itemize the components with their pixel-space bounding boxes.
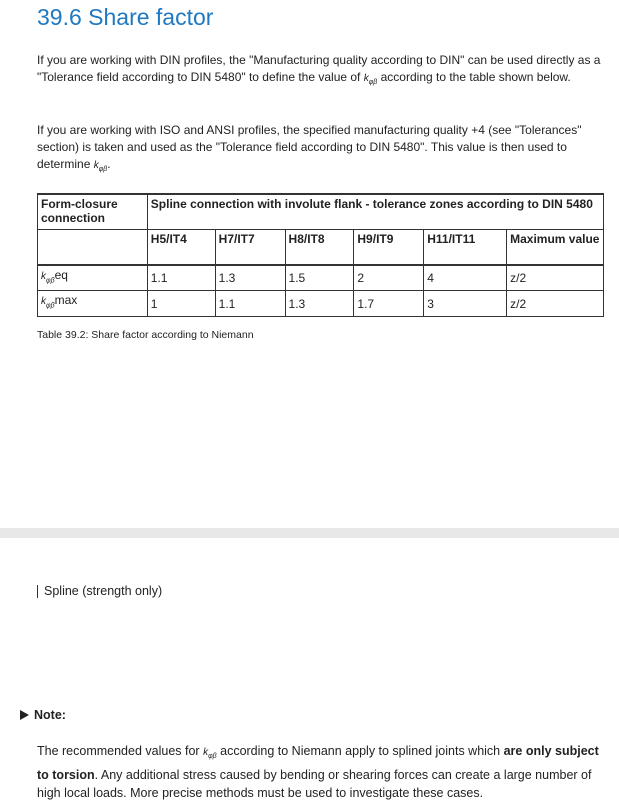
table-cell: 1.1: [215, 291, 285, 316]
col0-header: Form-closure connection: [38, 194, 148, 230]
table-cell: 1.7: [354, 291, 424, 316]
table-cell: 1.5: [285, 265, 354, 291]
section-title: Spline (strength only): [37, 585, 162, 598]
k-symbol: $k_{\varphi\beta}$: [93, 160, 108, 173]
page-separator: [0, 528, 619, 538]
section-heading: 39.6 Share factor: [37, 4, 214, 30]
table-cell: z/2: [507, 265, 604, 291]
table-row: [38, 265, 604, 291]
row-label: $k_{\varphi\beta}eq$: [38, 265, 148, 291]
triangle-right-icon: [20, 710, 29, 720]
empty-header-cell: [38, 230, 148, 266]
note-toggle[interactable]: [20, 708, 66, 722]
table-cell: 1.1: [147, 265, 215, 291]
para1-text-end: according to the table shown below.: [377, 70, 571, 84]
table-cell: 2: [354, 265, 424, 291]
column-header: H7/IT7: [215, 230, 285, 266]
column-header: H8/IT8: [285, 230, 354, 266]
table-subheader-row: [38, 230, 604, 266]
din-profile-paragraph: [37, 52, 609, 91]
share-factor-table: [37, 193, 604, 317]
note-text: The recommended values for $k_{\varphi\beta}$ according to Niemann apply to splined joints which are only subject to torsion. Any additional stress caused by bending or shearing forces can create a large number of high local loads. More precise methods must be used to investigate these cases.: [37, 744, 599, 800]
note-label: Note:: [34, 708, 66, 722]
table-header-row: [38, 194, 604, 230]
k-symbol: $k_{\varphi\beta}$: [203, 747, 217, 760]
para2-text-end: .: [107, 157, 111, 171]
table-cell: 1.3: [215, 265, 285, 291]
group-header: Spline connection with involute flank - tolerance zones according to DIN 5480: [147, 194, 603, 230]
table-cell: 1.3: [285, 291, 354, 316]
row-label: $k_{\varphi\beta}\max$: [38, 291, 148, 316]
para2-text: If you are working with ISO and ANSI profiles, the specified manufacturing quality +4 (see "Tolerances" section) is taken and used as the "Tolerance field according to DIN 5480". This value is then used to determine: [37, 123, 582, 171]
k-symbol: $k_{\varphi\beta}$: [363, 73, 378, 86]
iso-ansi-paragraph: [37, 122, 609, 178]
table-row: [38, 291, 604, 316]
para1-text: If you are working with DIN profiles, the "Manufacturing quality according to DIN" can be used directly as a "Tolerance field according to DIN 5480" to define the value of: [37, 53, 601, 84]
column-header: H11/IT11: [424, 230, 507, 266]
table-cell: 1: [147, 291, 215, 316]
column-header: H9/IT9: [354, 230, 424, 266]
table-cell: 3: [424, 291, 507, 316]
table-cell: 4: [424, 265, 507, 291]
note-emphasis: are only subject to torsion: [37, 744, 599, 782]
column-header: H5/IT4: [147, 230, 215, 266]
column-header: Maximum value: [507, 230, 604, 266]
table-cell: z/2: [507, 291, 604, 316]
table-caption: Table 39.2: Share factor according to Niemann: [37, 329, 254, 341]
